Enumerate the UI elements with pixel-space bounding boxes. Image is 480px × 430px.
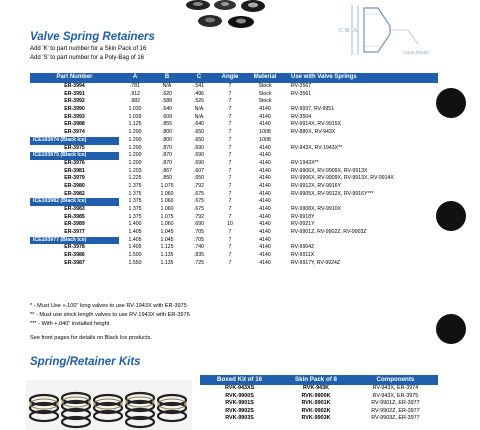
material-cell: 1008	[259, 136, 271, 143]
table-row	[30, 175, 438, 183]
angle-cell: 7	[228, 152, 232, 159]
dim-a-cell: .781	[129, 83, 141, 90]
material-cell: 4140	[259, 106, 271, 113]
material-cell: 4140	[259, 229, 271, 236]
material-cell: 4140	[259, 182, 271, 189]
dim-a-cell: 1.203	[128, 167, 142, 174]
part-number-cell: ER-3976	[64, 159, 85, 166]
springs-cell: RV-3561	[291, 90, 312, 97]
angle-cell: 7	[228, 190, 232, 197]
springs-cell	[285, 152, 438, 160]
dim-a-cell: .982	[129, 98, 141, 105]
dim-a-cell: 1.125	[128, 121, 142, 128]
angle-cell: 10	[227, 221, 233, 228]
dim-b-cell: .850	[161, 175, 173, 182]
dim-b-cell: 1.045	[160, 236, 174, 243]
material-cell: 4140	[259, 190, 271, 197]
springs-cell: RV-9906X, RV-9909X, RV-9913X	[291, 167, 368, 174]
part-number-cell: ER-3977	[64, 229, 85, 236]
angle-cell: 7	[228, 206, 232, 213]
dim-c-cell: .835	[193, 252, 205, 259]
table-row	[30, 168, 438, 176]
dim-c-cell: .496	[193, 90, 205, 97]
material-cell: 4140	[259, 175, 271, 182]
angle-cell: 7	[228, 167, 232, 174]
boxed-kit-cell: RVK-9902S	[225, 407, 254, 414]
angle-cell: 7	[228, 159, 232, 166]
dim-c-cell: .690	[193, 152, 205, 159]
dim-a-cell: 1.039	[128, 113, 142, 120]
springs-cell: RV-9904Z	[291, 244, 315, 251]
material-cell: 4140	[259, 159, 271, 166]
dim-c-cell: .650	[193, 129, 205, 136]
table-row	[30, 198, 438, 206]
table-row	[30, 121, 438, 129]
dim-c-cell: N/A	[194, 113, 204, 120]
angle-cell: 7	[228, 213, 232, 220]
binder-hole-icon	[436, 88, 466, 118]
dim-b-cell: 1.045	[160, 229, 174, 236]
dim-c-cell: .690	[193, 144, 205, 151]
poly-bag-note: Add 'S' to part number for a Poly-Bag of 16	[30, 55, 145, 61]
material-cell: 1008	[259, 129, 271, 136]
table-row	[30, 214, 438, 222]
dim-a-cell: 1.405	[128, 244, 142, 251]
dim-c-cell: .792	[193, 213, 205, 220]
part-number-cell: ER-3979	[64, 175, 85, 182]
dim-c-cell: .650	[193, 136, 205, 143]
dim-c-cell: .607	[193, 167, 205, 174]
column-header: Angle	[215, 73, 245, 83]
dim-b-cell: 1.135	[160, 252, 174, 259]
material-cell: 4140	[259, 221, 271, 228]
springs-cell: RV-9905X, RV-9912X, RV-9916Y***	[291, 190, 374, 197]
components-cell: RV-9902Z, ER-3977	[371, 407, 420, 414]
springs-cell: RV-9921Y	[291, 221, 315, 228]
boxed-kit-cell: RVK-9901S	[225, 400, 254, 407]
dim-c-cell: .675	[193, 198, 205, 205]
binder-hole-icon	[436, 314, 466, 344]
retainer-dimension-diagram	[338, 0, 438, 62]
diagram-label-b: B	[344, 28, 350, 34]
dim-a-cell: 1.500	[128, 252, 142, 259]
table-row	[30, 91, 438, 99]
part-number-cell: ICE103977 (Black Ice)	[30, 237, 119, 245]
retainer-table	[30, 73, 438, 268]
springs-cell	[285, 198, 438, 206]
springs-cell: RV-9917Y, RV-9924Z	[291, 259, 341, 266]
kits-row	[200, 400, 438, 408]
dim-a-cell: 1.405	[128, 236, 142, 243]
dim-a-cell: 1.375	[128, 182, 142, 189]
table-row	[30, 221, 438, 229]
material-cell: 4140	[259, 167, 271, 174]
dim-a-cell: 1.375	[128, 198, 142, 205]
table-row	[30, 206, 438, 214]
column-header: A	[119, 73, 151, 83]
dim-a-cell: 1.375	[128, 206, 142, 213]
table-row	[30, 98, 438, 106]
part-number-cell: ER-3986	[64, 252, 85, 259]
dim-b-cell: .620	[161, 90, 173, 97]
kits-row	[200, 408, 438, 416]
diagram-label-a: A	[352, 28, 358, 34]
table-row	[30, 152, 438, 160]
components-cell: RV-943X, ER-3974	[372, 385, 419, 392]
part-number-cell: ICE103974 (Black Ice)	[30, 137, 119, 145]
footnote: *** - With +.040" installed height	[30, 321, 110, 327]
column-header: Use with Valve Springs	[285, 73, 438, 83]
dim-c-cell: .725	[193, 259, 205, 266]
springs-cell: RV-880X, RV-943X	[291, 129, 336, 136]
springs-cell	[285, 98, 438, 106]
dim-b-cell: 1.075	[160, 213, 174, 220]
dim-a-cell: 1.375	[128, 190, 142, 197]
dim-c-cell: .705	[193, 236, 205, 243]
kits-table	[200, 375, 438, 423]
material-cell: 4140	[259, 152, 271, 159]
dim-c-cell: .640	[193, 121, 205, 128]
skin-pack-cell: RVK-9902K	[301, 407, 331, 414]
springs-cell: RV-9906X, RV-9909X, RV-9913X, RV-9914X	[291, 175, 394, 182]
dim-c-cell: .690	[193, 159, 205, 166]
part-number-cell: ER-3974	[64, 129, 85, 136]
table-row	[30, 114, 438, 122]
dim-a-cell: 1.200	[128, 144, 142, 151]
table-row	[30, 260, 438, 268]
dim-b-cell: 1.075	[160, 182, 174, 189]
column-header: Components	[353, 375, 438, 385]
part-number-cell: ER-3978	[64, 244, 85, 251]
part-number-cell: ER-3991	[64, 90, 85, 97]
material-cell: 4140	[259, 244, 271, 251]
dim-b-cell: .867	[161, 167, 173, 174]
dim-a-cell: 1.200	[128, 136, 142, 143]
dim-b-cell: .800	[161, 136, 173, 143]
angle-cell: 7	[228, 198, 232, 205]
dim-b-cell: .870	[161, 152, 173, 159]
dim-a-cell: 1.405	[128, 229, 142, 236]
footnote: ** - Must use stock length valves to use RV-1943X with ER-3976	[30, 312, 190, 318]
kits-row	[200, 385, 438, 393]
dim-b-cell: .609	[161, 113, 173, 120]
dim-a-cell: 1.200	[128, 152, 142, 159]
angle-cell: 7	[228, 106, 232, 113]
springs-cell: RV-9901Z, RV-9902Z, RV-9903Z	[291, 229, 367, 236]
springs-cell: RV-943X, RV-1943X**	[291, 144, 343, 151]
angle-cell: 7	[228, 113, 232, 120]
black-ice-note: See front pages for details on Black Ice products.	[30, 335, 152, 341]
angle-cell: 7	[228, 98, 232, 105]
angle-cell: 7	[228, 259, 232, 266]
angle-cell: 7	[228, 182, 232, 189]
dim-a-cell: 1.375	[128, 213, 142, 220]
dim-b-cell: 1.060	[160, 206, 174, 213]
dim-b-cell: .855	[161, 121, 173, 128]
angle-cell: 7	[228, 121, 232, 128]
angle-cell: 7	[228, 83, 232, 90]
retainers-photo	[178, 0, 283, 30]
kits-header-row	[200, 375, 438, 385]
diagram-label-lock-angle: LOCK ANGLE	[403, 50, 429, 55]
dim-a-cell: 1.200	[128, 159, 142, 166]
springs-cell	[285, 237, 438, 245]
angle-cell: 7	[228, 229, 232, 236]
material-cell: 4140	[259, 206, 271, 213]
angle-cell: 7	[228, 252, 232, 259]
part-number-cell: ER-3985	[64, 213, 85, 220]
material-cell: 4140	[259, 259, 271, 266]
dim-c-cell: .541	[193, 83, 205, 90]
components-cell: RV-9903Z, ER-3977	[371, 415, 420, 422]
components-cell: RV-9901Z, ER-3977	[371, 400, 420, 407]
column-header: Part Number	[30, 73, 119, 83]
table-row	[30, 229, 438, 237]
part-number-cell: ER-3982	[64, 190, 85, 197]
dim-a-cell: 1.400	[128, 221, 142, 228]
column-header: Boxed Kit of 16	[200, 375, 279, 385]
dim-c-cell: .675	[193, 206, 205, 213]
dim-c-cell: .740	[193, 244, 205, 251]
part-number-cell: ER-3975	[64, 144, 85, 151]
material-cell: 4140	[259, 213, 271, 220]
part-number-cell: ER-3981	[64, 167, 85, 174]
table-row	[30, 145, 438, 153]
components-cell: RV-943X, ER-3975	[372, 392, 419, 399]
page-title: Valve Spring Retainers	[30, 31, 155, 43]
column-header: C	[183, 73, 215, 83]
dim-c-cell: N/A	[194, 106, 204, 113]
dim-b-cell: 1.060	[160, 190, 174, 197]
column-header: Skin Pack of 8	[279, 375, 353, 385]
table-row	[30, 106, 438, 114]
dim-b-cell: N/A	[162, 83, 172, 90]
dim-b-cell: 1.060	[160, 198, 174, 205]
dim-a-cell: 1.550	[128, 259, 142, 266]
part-number-cell: ER-3983	[64, 206, 85, 213]
part-number-cell: ER-3980	[64, 182, 85, 189]
dim-b-cell: .640	[161, 106, 173, 113]
table-row	[30, 83, 438, 91]
table-row	[30, 183, 438, 191]
dim-a-cell: .912	[129, 90, 141, 97]
part-number-cell: ICE103982 (Black Ice)	[30, 198, 119, 206]
dim-b-cell: .870	[161, 159, 173, 166]
material-cell: 4140	[259, 236, 271, 243]
material-cell: 4140	[259, 121, 271, 128]
part-number-cell: ER-3994	[64, 83, 85, 90]
springs-cell: RV-9918Y	[291, 213, 315, 220]
material-cell: 4140	[259, 113, 271, 120]
dim-b-cell: 1.125	[160, 244, 174, 251]
boxed-kit-cell: RVK-9900S	[225, 392, 254, 399]
table-row	[30, 237, 438, 245]
boxed-kit-cell: RVK-9903S	[225, 415, 254, 422]
skin-pack-cell: RVK-9903K	[301, 415, 331, 422]
dim-c-cell: .690	[193, 221, 205, 228]
material-cell: Stock	[258, 90, 272, 97]
part-number-cell: ER-3988	[64, 121, 85, 128]
table-row	[30, 244, 438, 252]
springs-cell: RV-3567	[291, 83, 312, 90]
part-number-cell: ER-3987	[64, 259, 85, 266]
table-row	[30, 252, 438, 260]
part-number-cell: ER-3989	[64, 221, 85, 228]
dim-c-cell: .705	[193, 229, 205, 236]
material-cell: 4140	[259, 144, 271, 151]
skin-pack-cell: RVK-9900K	[301, 392, 331, 399]
binder-hole-icon	[436, 201, 466, 231]
angle-cell: 7	[228, 175, 232, 182]
springs-cell: RV-9912X, RV-9916Y	[291, 182, 341, 189]
column-header: Material	[245, 73, 285, 83]
dim-c-cell: .526	[193, 98, 205, 105]
kits-title: Spring/Retainer Kits	[30, 356, 141, 368]
springs-cell: RV-9937, RV-9951	[291, 106, 335, 113]
dim-a-cell: 1.200	[128, 129, 142, 136]
angle-cell: 7	[228, 90, 232, 97]
springs-cell: RV-9914X, RV-9915X	[291, 121, 341, 128]
material-cell: 4140	[259, 252, 271, 259]
part-number-cell: ER-3992	[64, 98, 85, 105]
table-row	[30, 137, 438, 145]
angle-cell: 7	[228, 144, 232, 151]
kits-row	[200, 415, 438, 423]
dim-b-cell: 1.135	[160, 259, 174, 266]
dim-b-cell: .588	[161, 98, 173, 105]
springs-cell: RV-3504	[291, 113, 312, 120]
dim-c-cell: .650	[193, 175, 205, 182]
springs-photo	[26, 380, 192, 430]
dim-b-cell: .870	[161, 144, 173, 151]
material-cell: Stock	[258, 98, 272, 105]
part-number-cell: ICE103975 (Black Ice)	[30, 152, 119, 160]
part-number-cell: ER-3990	[64, 106, 85, 113]
springs-cell: RV-9911X	[291, 252, 315, 259]
dim-c-cell: .792	[193, 182, 205, 189]
table-header-row	[30, 73, 438, 83]
dim-b-cell: 1.060	[160, 221, 174, 228]
skin-pack-cell: RVK-943K	[303, 385, 329, 392]
skin-pack-cell: RVK-9901K	[301, 400, 331, 407]
material-cell: Stock	[258, 83, 272, 90]
footnote: * - Must Use +.100" long valves to use RV-1943X with ER-3975	[30, 303, 187, 309]
springs-cell: RV-9908X, RV-9910X	[291, 206, 341, 213]
springs-cell: RV-1943X**	[291, 159, 319, 166]
dim-b-cell: .800	[161, 129, 173, 136]
boxed-kit-cell: RVK-943XS	[224, 385, 255, 392]
angle-cell: 7	[228, 136, 232, 143]
skin-pack-note: Add 'K' to part number for a Skin Pack of 16	[30, 46, 147, 52]
angle-cell: 7	[228, 244, 232, 251]
dim-c-cell: .675	[193, 190, 205, 197]
angle-cell: 7	[228, 236, 232, 243]
table-row	[30, 191, 438, 199]
material-cell: 4140	[259, 198, 271, 205]
dim-a-cell: 1.030	[128, 106, 142, 113]
table-row	[30, 129, 438, 137]
diagram-label-c: C	[338, 28, 344, 34]
angle-cell: 7	[228, 129, 232, 136]
kits-row	[200, 393, 438, 401]
springs-cell	[285, 137, 438, 145]
column-header: B	[151, 73, 183, 83]
table-row	[30, 160, 438, 168]
part-number-cell: ER-3993	[64, 113, 85, 120]
dim-a-cell: 1.225	[128, 175, 142, 182]
